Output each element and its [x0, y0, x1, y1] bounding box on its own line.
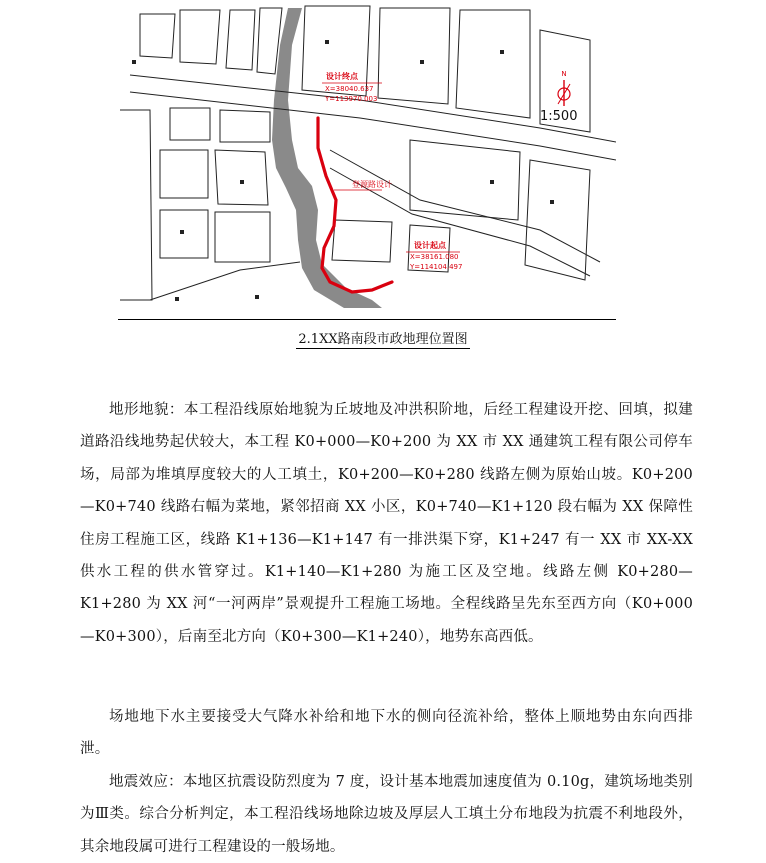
- building-marker: [132, 60, 136, 64]
- building-marker: [175, 297, 179, 301]
- end-point-x: X=38161.080: [410, 253, 459, 261]
- block: [120, 110, 152, 300]
- figure-caption: [0, 331, 766, 349]
- secondary-road: [330, 150, 600, 262]
- building-marker: [490, 180, 494, 184]
- location-map: [120, 0, 616, 322]
- block: [170, 108, 210, 140]
- block: [410, 140, 520, 220]
- building-marker: [550, 200, 554, 204]
- block: [378, 8, 450, 104]
- south-road: [150, 262, 300, 300]
- start-point-y: Y=113970.003: [325, 95, 378, 103]
- block: [220, 110, 270, 142]
- block: [140, 14, 175, 58]
- building-marker: [420, 60, 424, 64]
- block: [215, 150, 268, 205]
- route-mid-label: 登源路设计: [352, 180, 392, 189]
- block: [180, 10, 220, 64]
- north-arrow-icon: [558, 70, 570, 106]
- block: [456, 10, 530, 118]
- building-marker: [180, 230, 184, 234]
- start-point-title: 设计终点: [326, 72, 358, 81]
- block: [226, 10, 255, 70]
- block: [332, 220, 392, 262]
- north-letter: N: [561, 70, 567, 78]
- end-point-y: Y=114104.497: [410, 263, 463, 271]
- design-route: [318, 118, 392, 292]
- building-marker: [325, 40, 329, 44]
- paragraph-terrain: 地形地貌：本工程沿线原始地貌为丘坡地及冲洪积阶地，后经工程建设开挖、回填，拟建道路沿线地势起伏较大，本工程 K0+000—K0+200 为 XX 市 XX 通建筑工程有限公司停车场，局部为堆填厚度较大的人工填土，K0+200—K0+280 线路左侧为原始山坡。K0+200—K0+740 线路右幅为菜地，紧邻招商 XX 小区，K0+740—K1+120 段右幅为 XX 保障性住房工程施工区，线路 K1+136—K1+147 有一排洪渠下穿，K1+247 有一 XX 市 XX-XX 供水工程的供水管穿过。K1+140—K1+280 为施工区及空地。线路左侧 K0+280—K1+280 为 XX 河“一河两岸”景观提升工程施工场地。全程线路呈先东至西方向（K0+000—K0+300），后南至北方向（K0+300—K1+240），地势东高西低。: [80, 402, 693, 645]
- map-scale: 1:500: [540, 109, 578, 124]
- map-bottom-rule: [118, 319, 616, 320]
- block: [160, 150, 208, 198]
- building-marker: [255, 295, 259, 299]
- block: [525, 160, 590, 280]
- building-marker: [500, 50, 504, 54]
- start-point-x: X=38040.637: [325, 85, 374, 93]
- river: [272, 8, 382, 308]
- building-marker: [240, 180, 244, 184]
- figure-caption-text: 2.1XX路南段市政地理位置图: [298, 332, 468, 347]
- end-point-title: 设计起点: [414, 241, 446, 250]
- block: [215, 212, 270, 262]
- paragraph-seismic: 地震效应：本地区抗震设防烈度为 7 度，设计基本地震加速度值为 0.10g，建筑场地类别为Ⅲ类。综合分析判定，本工程沿线场地除边坡及厚层人工填土分布地段为抗震不利地段外，其余地段属可进行工程建设的一般场地。: [80, 774, 693, 855]
- paragraph-groundwater: 场地地下水主要接受大气降水补给和地下水的侧向径流补给，整体上顺地势由东向西排泄。: [80, 709, 693, 758]
- block: [302, 6, 370, 96]
